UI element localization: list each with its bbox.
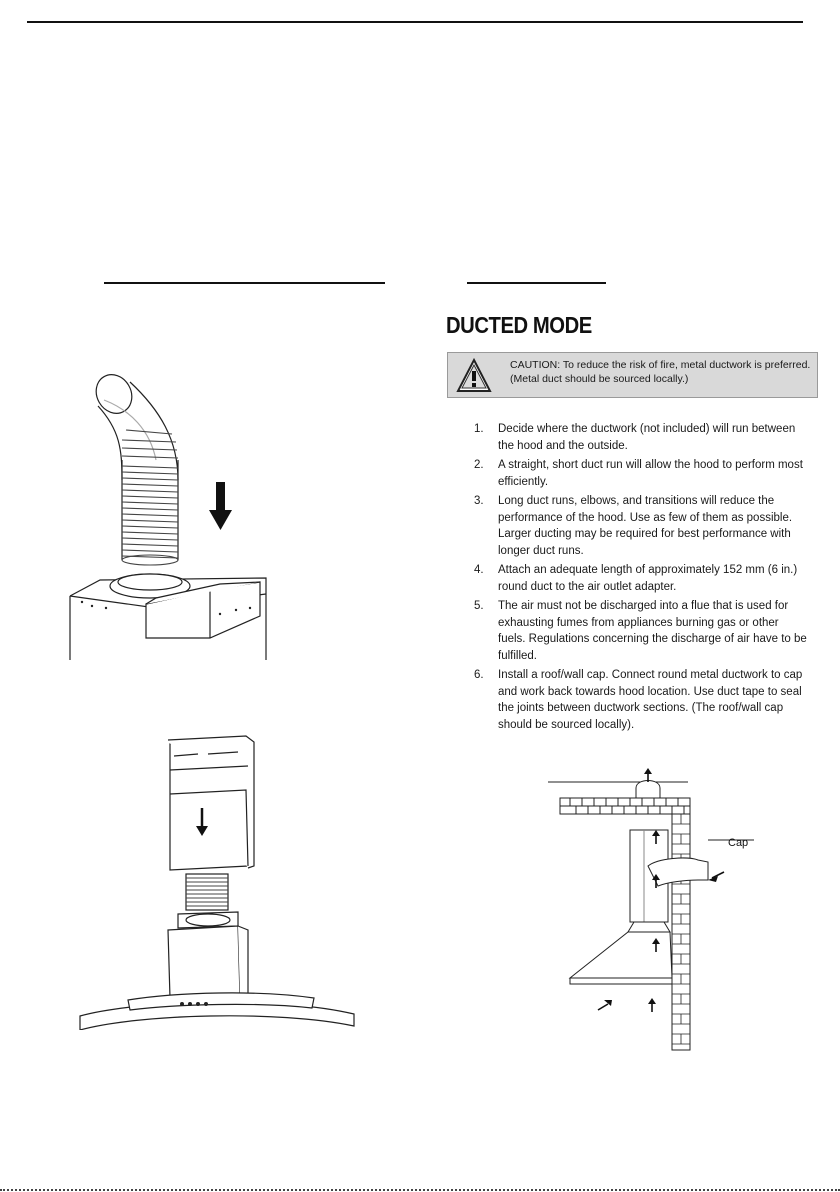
step-item	[474, 421, 809, 454]
step-text: Attach an adequate length of approximately 152 mm (6 in.) round duct to the air outlet adapter.	[498, 564, 798, 593]
step-number: 6.	[474, 669, 484, 681]
cap-label: Cap	[728, 837, 749, 849]
step-item	[474, 457, 809, 490]
step-number: 2.	[474, 459, 484, 471]
ducted-mode-heading: DUCTED MODE	[446, 312, 592, 338]
heading-underline-left	[104, 282, 385, 284]
installation-steps	[474, 421, 809, 736]
step-number: 1.	[474, 423, 484, 435]
caution-line-1: CAUTION: To reduce the risk of fire, metal ductwork is preferred.	[510, 359, 811, 371]
step-text: Long duct runs, elbows, and transitions will reduce the performance of the hood. Use as few of them as possible. Larger ducting may be required for best performance with longer duct runs.	[498, 495, 793, 557]
step-item	[474, 598, 809, 664]
step-item	[474, 493, 809, 559]
step-text: Install a roof/wall cap. Connect round metal ductwork to cap and work back towards hood location. Use duct tape to seal the joints between ductwork sections. (The roof/wall cap should be sourced locally).	[498, 669, 803, 731]
step-number: 5.	[474, 600, 484, 612]
flexible-duct-illustration	[60, 370, 280, 660]
top-rule	[27, 21, 803, 23]
step-text: Decide where the ductwork (not included) will run between the hood and the outside.	[498, 423, 796, 452]
bottom-rule	[0, 1189, 840, 1191]
chimney-cover-illustration	[78, 730, 358, 1030]
step-item	[474, 562, 809, 595]
ducting-diagram	[548, 768, 768, 1054]
caution-box	[447, 352, 818, 398]
step-text: A straight, short duct run will allow the hood to perform most efficiently.	[498, 459, 803, 488]
caution-line-2: (Metal duct should be sourced locally.)	[510, 373, 689, 385]
step-number: 4.	[474, 564, 484, 576]
step-number: 3.	[474, 495, 484, 507]
caution-text	[510, 358, 815, 386]
warning-triangle-icon	[456, 357, 492, 395]
step-text: The air must not be discharged into a flue that is used for exhausting fumes from appliances burning gas or other fuels. Regulations concerning the discharge of air have to be fulfilled.	[498, 600, 807, 662]
heading-underline-right	[467, 282, 606, 284]
step-item	[474, 667, 809, 733]
